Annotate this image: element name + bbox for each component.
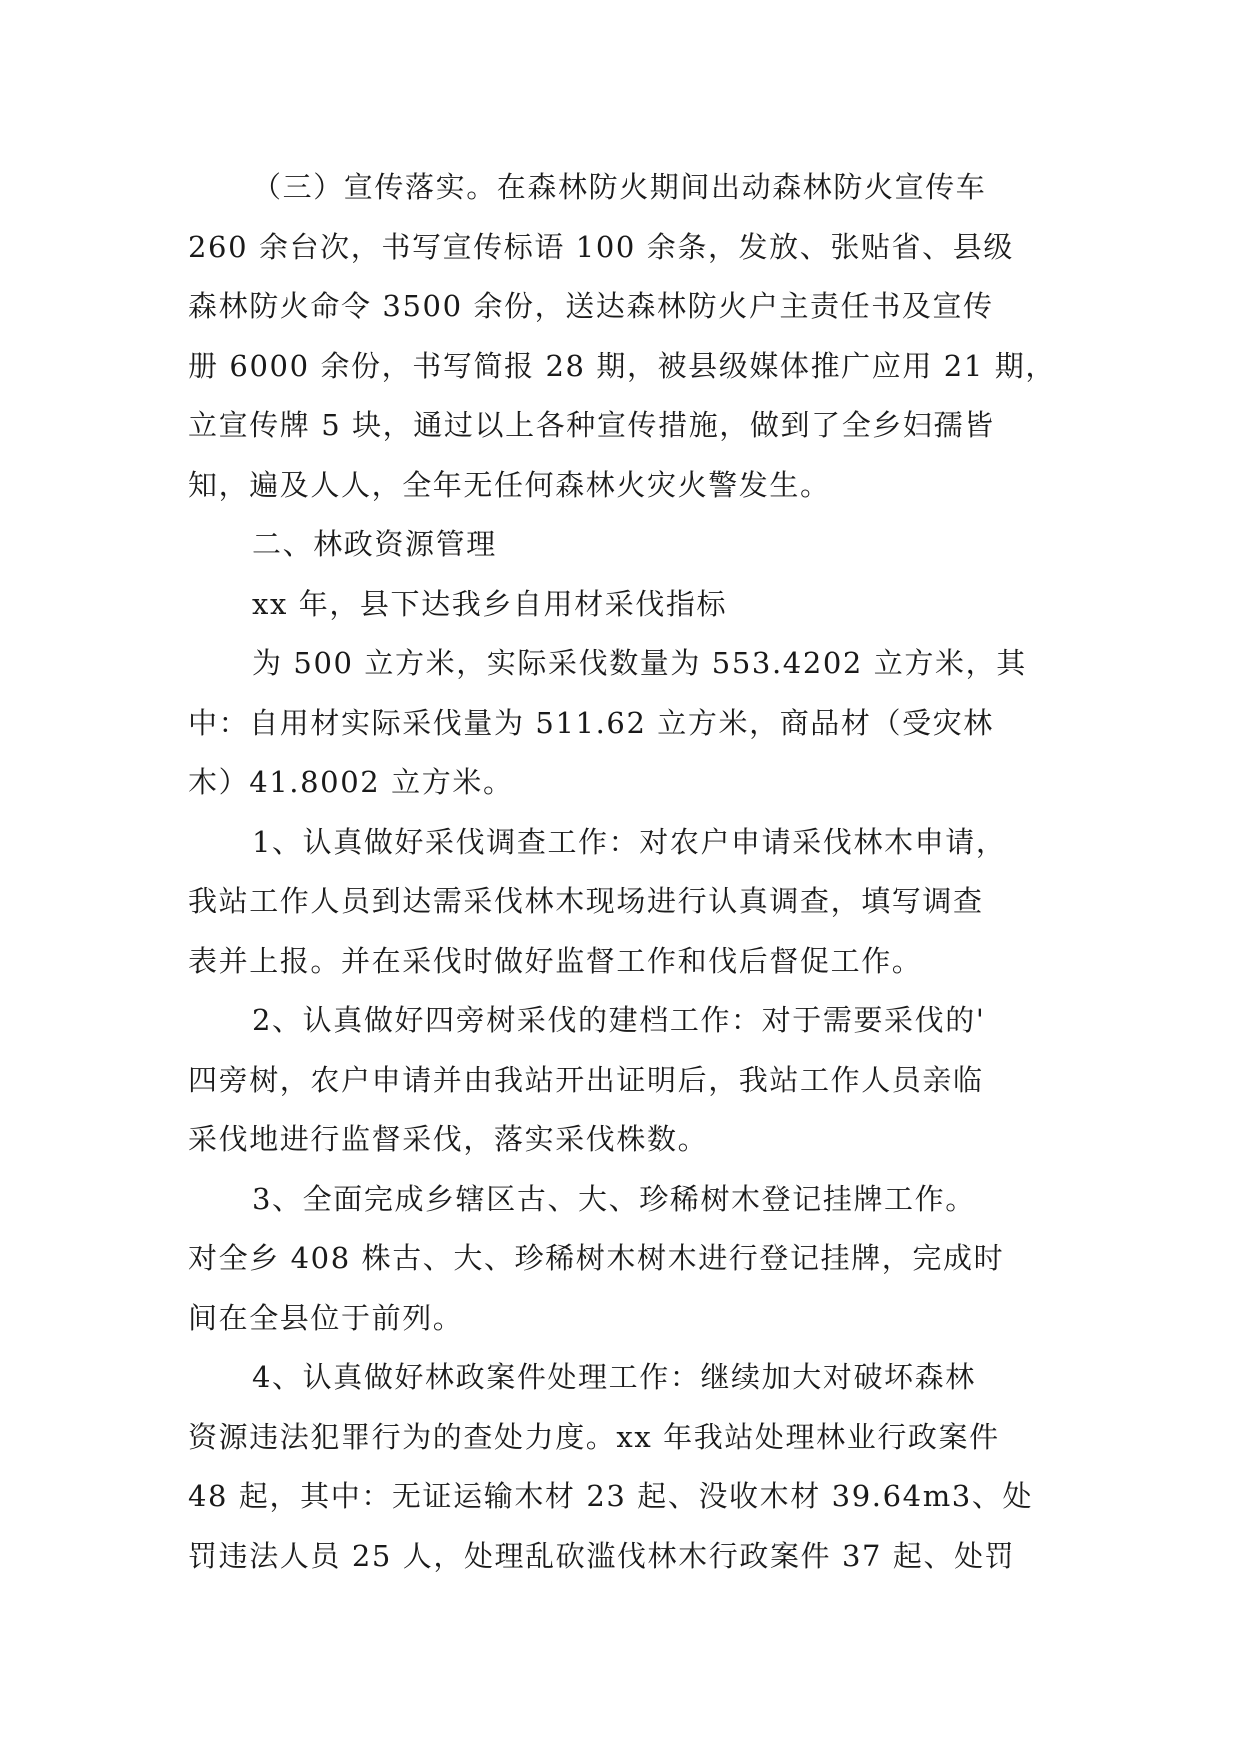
section-heading xyxy=(188,515,1068,575)
document-body xyxy=(188,158,1068,1586)
text-line: 48 起，其中：无证运输木材 23 起、没收木材 39.64m3、处 xyxy=(188,1479,1034,1513)
text-line: 森林防火命令 3500 余份，送达森林防火户主责任书及宣传 xyxy=(188,289,994,323)
text-line: 我站工作人员到达需采伐林木现场进行认真调查，填写调查 xyxy=(188,884,984,918)
text-line: 立宣传牌 5 块，通过以上各种宣传措施，做到了全乡妇孺皆 xyxy=(188,408,995,442)
paragraph-item-4 xyxy=(188,1348,1068,1586)
paragraph-harvest-volume xyxy=(188,634,1068,813)
text-line: 罚违法人员 25 人，处理乱砍滥伐林木行政案件 37 起、处罚 xyxy=(188,1538,1016,1573)
text-line: 木）41.8002 立方米。 xyxy=(188,765,514,799)
paragraph-publicity xyxy=(188,158,1068,515)
text-line: 1、认真做好采伐调查工作：对农户申请采伐林木申请， xyxy=(252,824,1007,859)
paragraph-item-1 xyxy=(188,813,1068,992)
text-line: 3、全面完成乡辖区古、大、珍稀树木登记挂牌工作。 xyxy=(252,1181,976,1216)
paragraph-item-3 xyxy=(188,1170,1068,1349)
paragraph-item-2 xyxy=(188,991,1068,1170)
text-line: 册 6000 余份，书写简报 28 期，被县级媒体推广应用 21 期， xyxy=(188,348,1056,383)
text-line: 为 500 立方米，实际采伐数量为 553.4202 立方米，其 xyxy=(252,646,1027,680)
text-line: 4、认真做好林政案件处理工作：继续加大对破坏森林 xyxy=(252,1360,976,1394)
text-line: 间在全县位于前列。 xyxy=(188,1300,464,1335)
text-line: 采伐地进行监督采伐，落实采伐株数。 xyxy=(188,1122,709,1156)
text-line: xx 年，县下达我乡自用材采伐指标 xyxy=(252,586,728,621)
section-heading-text: 二、林政资源管理 xyxy=(252,527,497,561)
text-line: 四旁树，农户申请并由我站开出证明后，我站工作人员亲临 xyxy=(188,1062,984,1097)
text-line: 表并上报。并在采伐时做好监督工作和伐后督促工作。 xyxy=(188,943,923,978)
text-line: 260 余台次，书写宣传标语 100 余条，发放、张贴省、县级 xyxy=(188,229,1014,264)
text-line: 2、认真做好四旁树采伐的建档工作：对于需要采伐的' xyxy=(252,1003,986,1037)
text-line: 对全乡 408 株古、大、珍稀树木树木进行登记挂牌，完成时 xyxy=(188,1241,1005,1275)
text-line: 资源违法犯罪行为的查处力度。xx 年我站处理林业行政案件 xyxy=(188,1419,1000,1454)
text-line: （三）宣传落实。在森林防火期间出动森林防火宣传车 xyxy=(252,170,987,204)
text-line: 中：自用材实际采伐量为 511.62 立方米，商品材（受灾林 xyxy=(188,705,994,740)
paragraph-quota xyxy=(188,575,1068,635)
text-line: 知，遍及人人，全年无任何森林火灾火警发生。 xyxy=(188,467,831,502)
